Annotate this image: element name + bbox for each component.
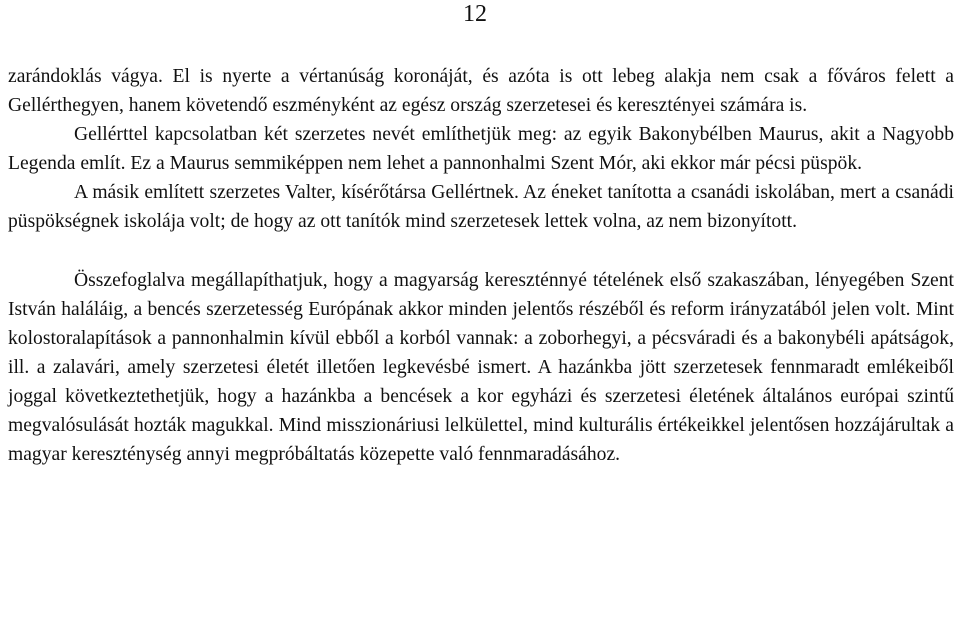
paragraph-4: Összefoglalva megállapíthatjuk, hogy a magyarság kereszténnyé tételének első szakaszában, lényegében Szent István haláláig, a bencés szerzetesség Európának akkor minden jelentős részéből és reform irányzatából jelen volt. Mint kolostoralapítások a pannonhalmin kívül ebből a korból vannak: a zoborhegyi, a pécsváradi és a bakonybéli apátságok, ill. a zalavári, amely szerzetesi életét illetően legkevésbé ismert. A hazánkba jött szerzetesek fennmaradt emlékeiből joggal következtethetjük, hogy a hazánkba a bencések a kor egyházi és szerzetesi életének általános európai szintű megvalósulását hozták magukkal. Mind misszionáriusi lelkülettel, mind kulturális értékeikkel jelentősen hozzájárultak a magyar kereszténység annyi megpróbáltatás közepette való fennmaradásához. xyxy=(8,269,954,466)
paragraph-3: A másik említett szerzetes Valter, kísérőtársa Gellértnek. Az éneket tanította a csanádi iskolában, mert a csanádi püspökségnek iskolája volt; de hogy az ott tanítók mind szerzetesek lettek volna, az nem bizonyított. xyxy=(8,182,954,233)
paragraph-spacer xyxy=(8,237,954,266)
paragraph-2: Gellérttel kapcsolatban két szerzetes nevét említhetjük meg: az egyik Bakonybélben Maurus, akit a Nagyobb Legenda említ. Ez a Maurus semmiképpen nem lehet a pannonhalmi Szent Mór, aki ekkor már pécsi püspök. xyxy=(8,124,954,175)
page-number: 12 xyxy=(463,1,487,27)
document-body xyxy=(8,62,954,469)
paragraph-1: zarándoklás vágya. El is nyerte a vértanúság koronáját, és azóta is ott lebeg alakja nem csak a főváros felett a Gellérthegyen, hanem követendő eszményként az egész ország szerzetesei és keresztényei számára is. xyxy=(8,66,954,117)
